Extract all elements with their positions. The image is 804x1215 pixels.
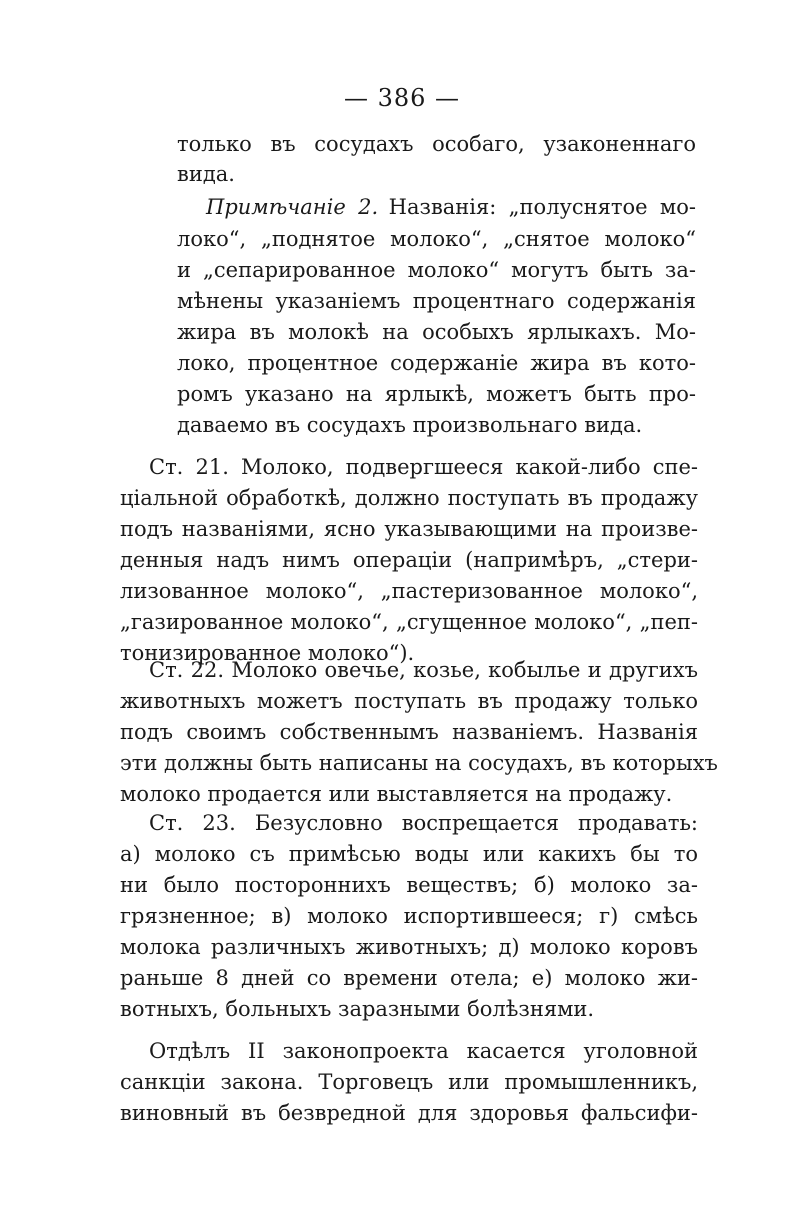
- text-line: и „сепарированное молоко“ могутъ быть за-: [177, 258, 696, 282]
- text-line: подъ своимъ собственнымъ названіемъ. Названія: [120, 720, 698, 744]
- page-number: — 386 —: [343, 84, 461, 112]
- text-line: денныя надъ нимъ операціи (напримѣръ, „стери-: [120, 548, 698, 572]
- text-line: Отдѣлъ II законопроекта касается уголовной: [149, 1039, 698, 1063]
- text-line: жира въ молокѣ на особыхъ ярлыкахъ. Мо-: [177, 320, 696, 344]
- text-line: грязненное; в) молоко испортившееся; г) смѣсь: [120, 904, 698, 928]
- text-line: ціальной обработкѣ, должно поступать въ продажу: [120, 486, 698, 510]
- text-line: раньше 8 дней со времени отела; е) молоко жи-: [120, 966, 698, 990]
- text-line: молоко продается или выставляется на продажу.: [120, 782, 673, 806]
- text-line: вотныхъ, больныхъ заразными болѣзнями.: [120, 997, 595, 1021]
- text-line: ромъ указано на ярлыкѣ, можетъ быть про-: [177, 382, 696, 406]
- note-first-line: [206, 194, 696, 220]
- text-line: эти должны быть написаны на сосудахъ, въ которыхъ: [120, 751, 718, 775]
- text-line: а) молоко съ примѣсью воды или какихъ бы то: [120, 842, 698, 866]
- text-line: только въ сосудахъ особаго, узаконеннаго: [177, 132, 696, 156]
- note-label: Примѣчаніе 2.: [206, 195, 379, 219]
- text-line: вида.: [177, 162, 235, 186]
- text-line: локо“, „поднятое молоко“, „снятое молоко“: [177, 227, 696, 251]
- text-line: мѣнены указаніемъ процентнаго содержанія: [177, 289, 696, 313]
- text-line: лизованное молоко“, „пастеризованное молоко“,: [120, 579, 698, 603]
- text-line: подъ названіями, ясно указывающими на произве-: [120, 517, 698, 541]
- text-line: Ст. 21. Молоко, подвергшееся какой-либо спе-: [149, 455, 698, 479]
- text-line: тонизированное молоко“).: [120, 641, 415, 665]
- text-line: „газированное молоко“, „сгущенное молоко“, „пеп-: [120, 610, 698, 634]
- text-line: Ст. 22. Молоко овечье, козье, кобылье и другихъ: [149, 658, 698, 682]
- text-line: санкціи закона. Торговецъ или промышленникъ,: [120, 1070, 698, 1094]
- text-line: животныхъ можетъ поступать въ продажу только: [120, 689, 698, 713]
- text-line: молока различныхъ животныхъ; д) молоко коровъ: [120, 935, 698, 959]
- text-line: даваемо въ сосудахъ произвольнаго вида.: [177, 413, 643, 437]
- note-text: Названія: „полуснятое мо-: [388, 195, 697, 219]
- text-line: локо, процентное содержаніе жира въ кото-: [177, 351, 696, 375]
- text-line: виновный въ безвредной для здоровья фальсифи-: [120, 1101, 698, 1125]
- text-line: ни было постороннихъ веществъ; б) молоко за-: [120, 873, 698, 897]
- text-line: Ст. 23. Безусловно воспрещается продавать:: [149, 811, 698, 835]
